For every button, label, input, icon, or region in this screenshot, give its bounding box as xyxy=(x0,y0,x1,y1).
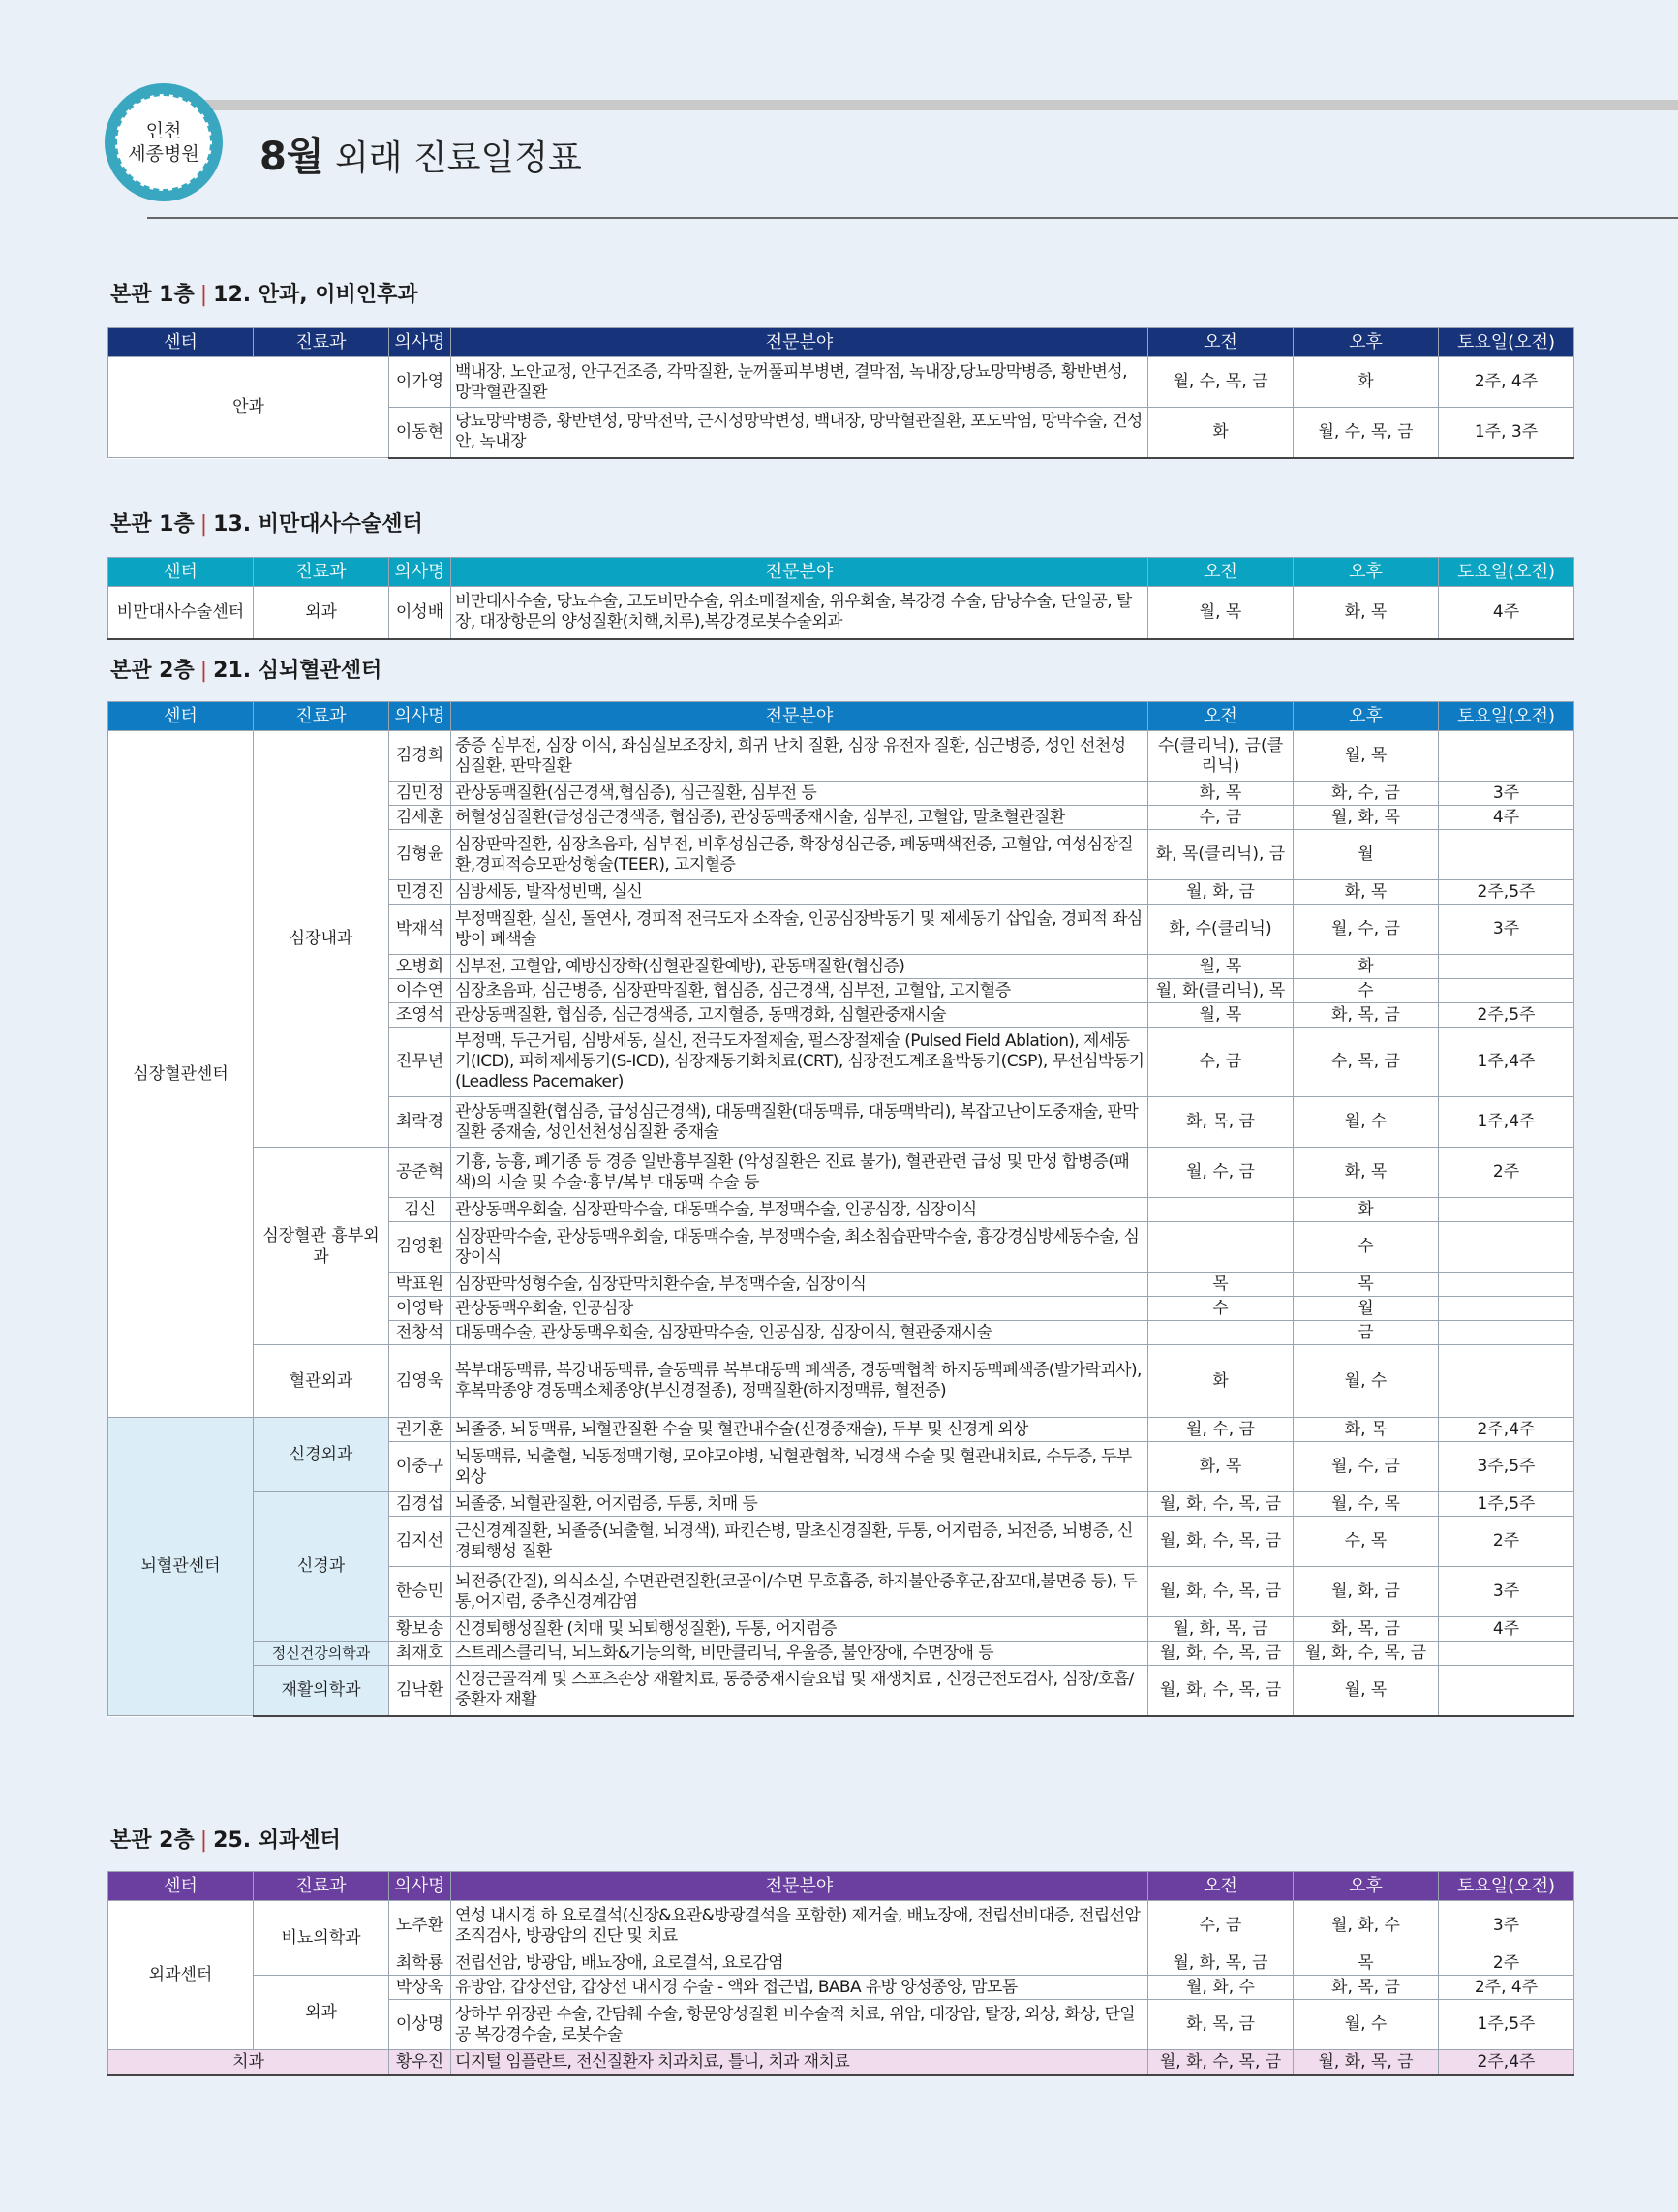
sat-cell xyxy=(1439,830,1574,880)
sat-cell: 2주, 4주 xyxy=(1439,357,1574,408)
am-cell: 월, 화, 수, 목, 금 xyxy=(1148,2050,1294,2075)
doctor-cell: 권기훈 xyxy=(389,1418,451,1442)
doctor-cell: 김영환 xyxy=(389,1222,451,1273)
am-cell: 화, 목, 금 xyxy=(1148,1097,1294,1148)
section-floor: 본관 1층 xyxy=(110,512,195,537)
section-floor: 본관 2층 xyxy=(110,659,195,683)
field-cell: 유방암, 갑상선암, 갑상선 내시경 수술 - 액와 접근법, BABA 유방 양성종양, 맘모톰 xyxy=(451,1976,1148,2000)
sat-cell: 1주,5주 xyxy=(1439,2000,1574,2050)
am-cell: 수, 금 xyxy=(1148,806,1294,830)
am-cell: 월, 화, 수, 목, 금 xyxy=(1148,1492,1294,1517)
field-cell: 관상동맥질환(심근경색,협심증), 심근질환, 심부전 등 xyxy=(451,782,1148,806)
pm-cell: 화 xyxy=(1294,955,1439,979)
table-header-row xyxy=(108,702,1574,731)
pm-cell: 월, 화, 목 xyxy=(1294,806,1439,830)
sat-cell xyxy=(1439,1198,1574,1222)
pm-cell: 화, 목 xyxy=(1294,880,1439,905)
dept-cell: 외과 xyxy=(254,587,389,639)
doctor-cell: 진무년 xyxy=(389,1028,451,1097)
col-center: 센터 xyxy=(108,1872,254,1901)
field-cell: 부정맥, 두근거림, 심방세동, 실신, 전극도자절제술, 펄스장절제술 (Pulsed Field Ablation), 제세동기(ICD), 피하제세동기(S-ICD), 심장재동기화치료(CRT), 심장전도계조율박동기(CSP), 무선심박동기(Leadless Pacemaker) xyxy=(451,1028,1148,1097)
am-cell: 화, 목 xyxy=(1148,782,1294,806)
table-row-dental xyxy=(108,2050,1574,2075)
am-cell: 월, 화, 수, 목, 금 xyxy=(1148,1666,1294,1716)
doctor-cell: 황우진 xyxy=(389,2050,451,2075)
col-doctor: 의사명 xyxy=(389,558,451,587)
pm-cell: 월, 수, 금 xyxy=(1294,905,1439,955)
doctor-cell: 한승민 xyxy=(389,1567,451,1617)
col-sat: 토요일(오전) xyxy=(1439,328,1574,357)
center-cell: 뇌혈관센터 xyxy=(108,1418,254,1716)
table-row xyxy=(108,357,1574,408)
center-cell: 외과센터 xyxy=(108,1901,254,2050)
title-month: 8월 xyxy=(259,135,324,179)
pm-cell: 월 xyxy=(1294,830,1439,880)
dept-cell: 비뇨의학과 xyxy=(254,1901,389,1976)
pm-cell: 월, 화, 목, 금 xyxy=(1294,2050,1439,2075)
sat-cell xyxy=(1439,731,1574,782)
pm-cell: 화, 목 xyxy=(1294,587,1439,639)
col-field: 전문분야 xyxy=(451,702,1148,731)
schedule-table-eye xyxy=(107,327,1574,459)
col-sat: 토요일(오전) xyxy=(1439,702,1574,731)
section-divider: | xyxy=(199,659,208,683)
doctor-cell: 박표원 xyxy=(389,1273,451,1297)
am-cell: 수, 금 xyxy=(1148,1028,1294,1097)
am-cell: 화, 목, 금 xyxy=(1148,2000,1294,2050)
sat-cell: 1주,4주 xyxy=(1439,1097,1574,1148)
section-divider: | xyxy=(199,283,208,307)
pm-cell: 화, 목 xyxy=(1294,1148,1439,1198)
sat-cell xyxy=(1439,1345,1574,1418)
schedule-table-surgery xyxy=(107,1871,1574,2076)
field-cell: 관상동맥우회술, 인공심장 xyxy=(451,1297,1148,1321)
hospital-logo-seal xyxy=(105,83,223,201)
am-cell: 월, 화, 목, 금 xyxy=(1148,1617,1294,1642)
field-cell: 디지털 임플란트, 전신질환자 치과치료, 틀니, 치과 재치료 xyxy=(451,2050,1148,2075)
table-row xyxy=(108,1418,1574,1442)
dept-cell: 신경외과 xyxy=(254,1418,389,1492)
am-cell: 월, 화, 수 xyxy=(1148,1976,1294,2000)
doctor-cell: 김영욱 xyxy=(389,1345,451,1418)
field-cell: 대동맥수술, 관상동맥우회술, 심장판막수술, 인공심장, 심장이식, 혈관중재시술 xyxy=(451,1321,1148,1345)
col-doctor: 의사명 xyxy=(389,1872,451,1901)
section-divider: | xyxy=(199,512,208,537)
doctor-cell: 김지선 xyxy=(389,1517,451,1567)
col-sat: 토요일(오전) xyxy=(1439,1872,1574,1901)
doctor-cell: 김세훈 xyxy=(389,806,451,830)
field-cell: 심장판막수술, 관상동맥우회술, 대동맥수술, 부정맥수술, 최소침습판막수술, 흉강경심방세동수술, 심장이식 xyxy=(451,1222,1148,1273)
sat-cell: 2주, 4주 xyxy=(1439,1976,1574,2000)
am-cell: 화 xyxy=(1148,408,1294,458)
field-cell: 뇌전증(간질), 의식소실, 수면관련질환(코골이/수면 무호흡증, 하지불안증후군,잠꼬대,불면증 등), 두통,어지럼, 중추신경계감염 xyxy=(451,1567,1148,1617)
sat-cell xyxy=(1439,1297,1574,1321)
pm-cell: 월, 화, 수, 목, 금 xyxy=(1294,1642,1439,1666)
col-field: 전문분야 xyxy=(451,1872,1148,1901)
sat-cell: 1주,5주 xyxy=(1439,1492,1574,1517)
pm-cell: 화, 목, 금 xyxy=(1294,1976,1439,2000)
sat-cell xyxy=(1439,1642,1574,1666)
am-cell: 월, 화, 수, 목, 금 xyxy=(1148,1642,1294,1666)
am-cell: 월, 목 xyxy=(1148,587,1294,639)
table-row xyxy=(108,1345,1574,1418)
am-cell: 월, 화, 금 xyxy=(1148,880,1294,905)
field-cell: 스트레스클리닉, 뇌노화&기능의학, 비만클리닉, 우울증, 불안장애, 수면장애 등 xyxy=(451,1642,1148,1666)
pm-cell: 화 xyxy=(1294,1198,1439,1222)
am-cell: 월, 화, 수, 목, 금 xyxy=(1148,1517,1294,1567)
am-cell xyxy=(1148,1321,1294,1345)
sat-cell xyxy=(1439,1321,1574,1345)
pm-cell: 월, 수 xyxy=(1294,2000,1439,2050)
center-cell: 비만대사수술센터 xyxy=(108,587,254,639)
section-name: 21. 심뇌혈관센터 xyxy=(213,659,382,683)
section-floor: 본관 2층 xyxy=(110,1828,195,1853)
sat-cell xyxy=(1439,955,1574,979)
sat-cell: 3주 xyxy=(1439,1901,1574,1951)
sat-cell: 4주 xyxy=(1439,806,1574,830)
header-divider xyxy=(147,217,1678,219)
pm-cell: 월, 목 xyxy=(1294,1666,1439,1716)
col-field: 전문분야 xyxy=(451,558,1148,587)
pm-cell: 화, 수, 금 xyxy=(1294,782,1439,806)
col-dept: 진료과 xyxy=(254,328,389,357)
col-center: 센터 xyxy=(108,702,254,731)
table-row xyxy=(108,1642,1574,1666)
col-pm: 오후 xyxy=(1294,558,1439,587)
doctor-cell: 김낙환 xyxy=(389,1666,451,1716)
pm-cell: 월, 화, 금 xyxy=(1294,1567,1439,1617)
am-cell: 월, 수, 금 xyxy=(1148,1418,1294,1442)
field-cell: 뇌동맥류, 뇌출혈, 뇌동정맥기형, 모야모야병, 뇌혈관협착, 뇌경색 수술 및 혈관내치료, 수두증, 두부외상 xyxy=(451,1442,1148,1492)
pm-cell: 수 xyxy=(1294,1222,1439,1273)
table-row xyxy=(108,587,1574,639)
am-cell: 월, 수, 금 xyxy=(1148,1148,1294,1198)
doctor-cell: 김경섭 xyxy=(389,1492,451,1517)
field-cell: 심장판막성형수술, 심장판막치환수술, 부정맥수술, 심장이식 xyxy=(451,1273,1148,1297)
pm-cell: 월 xyxy=(1294,1297,1439,1321)
am-cell: 수 xyxy=(1148,1297,1294,1321)
sat-cell: 3주 xyxy=(1439,905,1574,955)
col-doctor: 의사명 xyxy=(389,328,451,357)
page-title xyxy=(259,136,582,180)
col-am: 오전 xyxy=(1148,558,1294,587)
sat-cell: 2주 xyxy=(1439,1951,1574,1976)
doctor-cell: 박재석 xyxy=(389,905,451,955)
doctor-cell: 이수연 xyxy=(389,979,451,1003)
am-cell: 수(클리닉), 금(클리닉) xyxy=(1148,731,1294,782)
section-header-eye xyxy=(110,281,418,310)
field-cell: 심방세동, 발작성빈맥, 실신 xyxy=(451,880,1148,905)
am-cell: 월, 목 xyxy=(1148,1003,1294,1028)
col-dept: 진료과 xyxy=(254,1872,389,1901)
am-cell: 화, 수(클리닉) xyxy=(1148,905,1294,955)
am-cell: 월, 화, 목, 금 xyxy=(1148,1951,1294,1976)
field-cell: 신경근골격계 및 스포츠손상 재활치료, 통증중재시술요법 및 재생치료 , 신경근전도검사, 심장/호흡/중환자 재활 xyxy=(451,1666,1148,1716)
field-cell: 전립선암, 방광암, 배뇨장애, 요로결석, 요로감염 xyxy=(451,1951,1148,1976)
dept-cell: 혈관외과 xyxy=(254,1345,389,1418)
center-cell: 심장혈관센터 xyxy=(108,731,254,1418)
field-cell: 관상동맥질환, 협심증, 심근경색증, 고지혈증, 동맥경화, 심혈관중재시술 xyxy=(451,1003,1148,1028)
table-header-row xyxy=(108,1872,1574,1901)
sat-cell xyxy=(1439,979,1574,1003)
col-sat: 토요일(오전) xyxy=(1439,558,1574,587)
col-dept: 진료과 xyxy=(254,558,389,587)
field-cell: 복부대동맥류, 복강내동맥류, 슬동맥류 복부대동맥 폐색증, 경동맥협착 하지동맥폐색증(발가락괴사), 후복막종양 경동맥소체종양(부신경절종), 정맥질환(하지정맥류, 혈전증) xyxy=(451,1345,1148,1418)
table-row xyxy=(108,1492,1574,1517)
field-cell: 연성 내시경 하 요로결석(신장&요관&방광결석을 포함한) 제거술, 배뇨장애, 전립선비대증, 전립선암조직검사, 방광암의 진단 및 치료 xyxy=(451,1901,1148,1951)
doctor-cell: 이상명 xyxy=(389,2000,451,2050)
col-pm: 오후 xyxy=(1294,328,1439,357)
sat-cell: 1주, 3주 xyxy=(1439,408,1574,458)
col-dept: 진료과 xyxy=(254,702,389,731)
pm-cell: 월, 화, 수 xyxy=(1294,1901,1439,1951)
pm-cell: 화, 목 xyxy=(1294,1418,1439,1442)
table-header-row xyxy=(108,558,1574,587)
field-cell: 상하부 위장관 수술, 간담췌 수술, 항문양성질환 비수술적 치료, 위암, 대장암, 탈장, 외상, 화상, 단일공 복강경수술, 로봇수술 xyxy=(451,2000,1148,2050)
doctor-cell: 이가영 xyxy=(389,357,451,408)
pm-cell: 금 xyxy=(1294,1321,1439,1345)
doctor-cell: 최재호 xyxy=(389,1642,451,1666)
header-top-band xyxy=(147,100,1678,110)
logo-line-1: 인천 xyxy=(145,120,182,141)
field-cell: 심장초음파, 심근병증, 심장판막질환, 협심증, 심근경색, 심부전, 고혈압, 고지혈증 xyxy=(451,979,1148,1003)
dept-cell: 외과 xyxy=(254,1976,389,2050)
pm-cell: 월, 수, 목, 금 xyxy=(1294,408,1439,458)
doctor-cell: 이성배 xyxy=(389,587,451,639)
sat-cell: 2주 xyxy=(1439,1517,1574,1567)
col-center: 센터 xyxy=(108,328,254,357)
pm-cell: 수, 목 xyxy=(1294,1517,1439,1567)
doctor-cell: 김민정 xyxy=(389,782,451,806)
am-cell: 수, 금 xyxy=(1148,1901,1294,1951)
sat-cell: 3주,5주 xyxy=(1439,1442,1574,1492)
dept-cell: 안과 xyxy=(108,357,389,458)
col-pm: 오후 xyxy=(1294,1872,1439,1901)
dept-cell: 정신건강의학과 xyxy=(254,1642,389,1666)
sat-cell: 2주,5주 xyxy=(1439,880,1574,905)
am-cell: 월, 화, 수, 목, 금 xyxy=(1148,1567,1294,1617)
field-cell: 심장판막질환, 심장초음파, 심부전, 비후성심근증, 확장성심근증, 폐동맥색전증, 고혈압, 여성심장질환,경피적승모판성형술(TEER), 고지혈증 xyxy=(451,830,1148,880)
field-cell: 백내장, 노안교정, 안구건조증, 각막질환, 눈꺼풀피부병변, 결막점, 녹내장,당뇨망막병증, 황반변성, 망막혈관질환 xyxy=(451,357,1148,408)
field-cell: 신경퇴행성질환 (치매 및 뇌퇴행성질환), 두통, 어지럼증 xyxy=(451,1617,1148,1642)
sat-cell xyxy=(1439,1222,1574,1273)
table-header-row xyxy=(108,328,1574,357)
pm-cell: 화 xyxy=(1294,357,1439,408)
pm-cell: 월, 수, 금 xyxy=(1294,1442,1439,1492)
field-cell: 근신경계질환, 뇌졸중(뇌출혈, 뇌경색), 파킨슨병, 말초신경질환, 두통, 어지럼증, 뇌전증, 뇌병증, 신경퇴행성 질환 xyxy=(451,1517,1148,1567)
table-row xyxy=(108,731,1574,782)
field-cell: 당뇨망막병증, 황반변성, 망막전막, 근시성망막변성, 백내장, 망막혈관질환, 포도막염, 망막수술, 건성안, 녹내장 xyxy=(451,408,1148,458)
doctor-cell: 오병희 xyxy=(389,955,451,979)
am-cell: 화 xyxy=(1148,1345,1294,1418)
section-name: 25. 외과센터 xyxy=(213,1828,341,1853)
field-cell: 뇌졸중, 뇌혈관질환, 어지럼증, 두통, 치매 등 xyxy=(451,1492,1148,1517)
col-doctor: 의사명 xyxy=(389,702,451,731)
sat-cell: 2주 xyxy=(1439,1148,1574,1198)
dept-cell: 심장내과 xyxy=(254,731,389,1148)
section-header-surgery xyxy=(110,1827,341,1856)
schedule-table-cardio xyxy=(107,701,1574,1717)
am-cell: 화, 목(클리닉), 금 xyxy=(1148,830,1294,880)
doctor-cell: 김경희 xyxy=(389,731,451,782)
pm-cell: 목 xyxy=(1294,1273,1439,1297)
logo-line-2: 세종병원 xyxy=(128,143,199,165)
table-row xyxy=(108,1666,1574,1716)
doctor-cell: 이중구 xyxy=(389,1442,451,1492)
doctor-cell: 이동현 xyxy=(389,408,451,458)
field-cell: 심부전, 고혈압, 예방심장학(심혈관질환예방), 관동맥질환(협심증) xyxy=(451,955,1148,979)
doctor-cell: 전창석 xyxy=(389,1321,451,1345)
doctor-cell: 공준혁 xyxy=(389,1148,451,1198)
am-cell: 목 xyxy=(1148,1273,1294,1297)
pm-cell: 월, 수, 목 xyxy=(1294,1492,1439,1517)
dept-cell: 신경과 xyxy=(254,1492,389,1642)
am-cell: 월, 수, 목, 금 xyxy=(1148,357,1294,408)
field-cell: 중증 심부전, 심장 이식, 좌심실보조장치, 희귀 난치 질환, 심장 유전자 질환, 심근병증, 성인 선천성 심질환, 판막질환 xyxy=(451,731,1148,782)
section-header-obesity xyxy=(110,510,423,539)
dept-cell: 치과 xyxy=(108,2050,389,2075)
col-am: 오전 xyxy=(1148,1872,1294,1901)
table-row xyxy=(108,1901,1574,1951)
doctor-cell: 김형윤 xyxy=(389,830,451,880)
doctor-cell: 조영석 xyxy=(389,1003,451,1028)
col-pm: 오후 xyxy=(1294,702,1439,731)
sat-cell: 4주 xyxy=(1439,1617,1574,1642)
section-divider: | xyxy=(199,1828,208,1853)
table-row xyxy=(108,1148,1574,1198)
dept-cell: 심장혈관 흉부외과 xyxy=(254,1148,389,1345)
sat-cell: 2주,4주 xyxy=(1439,2050,1574,2075)
pm-cell: 월, 목 xyxy=(1294,731,1439,782)
sat-cell: 1주,4주 xyxy=(1439,1028,1574,1097)
sat-cell xyxy=(1439,1666,1574,1716)
col-am: 오전 xyxy=(1148,328,1294,357)
pm-cell: 월, 수 xyxy=(1294,1097,1439,1148)
section-name: 13. 비만대사수술센터 xyxy=(213,512,423,537)
field-cell: 허혈성심질환(급성심근경색증, 협심증), 관상동맥중재시술, 심부전, 고혈압, 말초혈관질환 xyxy=(451,806,1148,830)
am-cell: 월, 목 xyxy=(1148,955,1294,979)
doctor-cell: 최락경 xyxy=(389,1097,451,1148)
title-text: 외래 진료일정표 xyxy=(334,138,582,178)
sat-cell: 3주 xyxy=(1439,1567,1574,1617)
doctor-cell: 최학룡 xyxy=(389,1951,451,1976)
pm-cell: 수 xyxy=(1294,979,1439,1003)
am-cell: 화, 목 xyxy=(1148,1442,1294,1492)
doctor-cell: 이영탁 xyxy=(389,1297,451,1321)
doctor-cell: 김신 xyxy=(389,1198,451,1222)
col-am: 오전 xyxy=(1148,702,1294,731)
sat-cell: 2주,5주 xyxy=(1439,1003,1574,1028)
am-cell: 월, 화(클리닉), 목 xyxy=(1148,979,1294,1003)
field-cell: 관상동맥우회술, 심장판막수술, 대동맥수술, 부정맥수술, 인공심장, 심장이식 xyxy=(451,1198,1148,1222)
field-cell: 비만대사수술, 당뇨수술, 고도비만수술, 위소매절제술, 위우회술, 복강경 수술, 담낭수술, 단일공, 탈장, 대장항문의 양성질환(치핵,치루),복강경로봇수술외과 xyxy=(451,587,1148,639)
sat-cell: 2주,4주 xyxy=(1439,1418,1574,1442)
pm-cell: 목 xyxy=(1294,1951,1439,1976)
pm-cell: 화, 목, 금 xyxy=(1294,1003,1439,1028)
am-cell xyxy=(1148,1222,1294,1273)
col-field: 전문분야 xyxy=(451,328,1148,357)
section-floor: 본관 1층 xyxy=(110,283,195,307)
doctor-cell: 노주환 xyxy=(389,1901,451,1951)
doctor-cell: 황보송 xyxy=(389,1617,451,1642)
field-cell: 관상동맥질환(협심증, 급성심근경색), 대동맥질환(대동맥류, 대동맥박리), 복잡고난이도중재술, 판막질환 중재술, 성인선천성심질환 중재술 xyxy=(451,1097,1148,1148)
dept-cell: 재활의학과 xyxy=(254,1666,389,1716)
am-cell xyxy=(1148,1198,1294,1222)
col-center: 센터 xyxy=(108,558,254,587)
doctor-cell: 민경진 xyxy=(389,880,451,905)
field-cell: 뇌졸중, 뇌동맥류, 뇌혈관질환 수술 및 혈관내수술(신경중재술), 두부 및 신경계 외상 xyxy=(451,1418,1148,1442)
field-cell: 부정맥질환, 실신, 돌연사, 경피적 전극도자 소작술, 인공심장박동기 및 제세동기 삽입술, 경피적 좌심방이 폐색술 xyxy=(451,905,1148,955)
section-header-cardio xyxy=(110,657,381,686)
pm-cell: 화, 목, 금 xyxy=(1294,1617,1439,1642)
table-row xyxy=(108,1976,1574,2000)
pm-cell: 월, 수 xyxy=(1294,1345,1439,1418)
pm-cell: 수, 목, 금 xyxy=(1294,1028,1439,1097)
sat-cell: 4주 xyxy=(1439,587,1574,639)
field-cell: 기흉, 농흉, 폐기종 등 경증 일반흉부질환 (악성질환은 진료 불가), 혈관관련 급성 및 만성 합병증(패색)의 시술 및 수술·흉부/복부 대동맥 수술 등 xyxy=(451,1148,1148,1198)
sat-cell: 3주 xyxy=(1439,782,1574,806)
schedule-table-obesity xyxy=(107,557,1574,640)
section-name: 12. 안과, 이비인후과 xyxy=(213,283,418,307)
doctor-cell: 박상욱 xyxy=(389,1976,451,2000)
sat-cell xyxy=(1439,1273,1574,1297)
